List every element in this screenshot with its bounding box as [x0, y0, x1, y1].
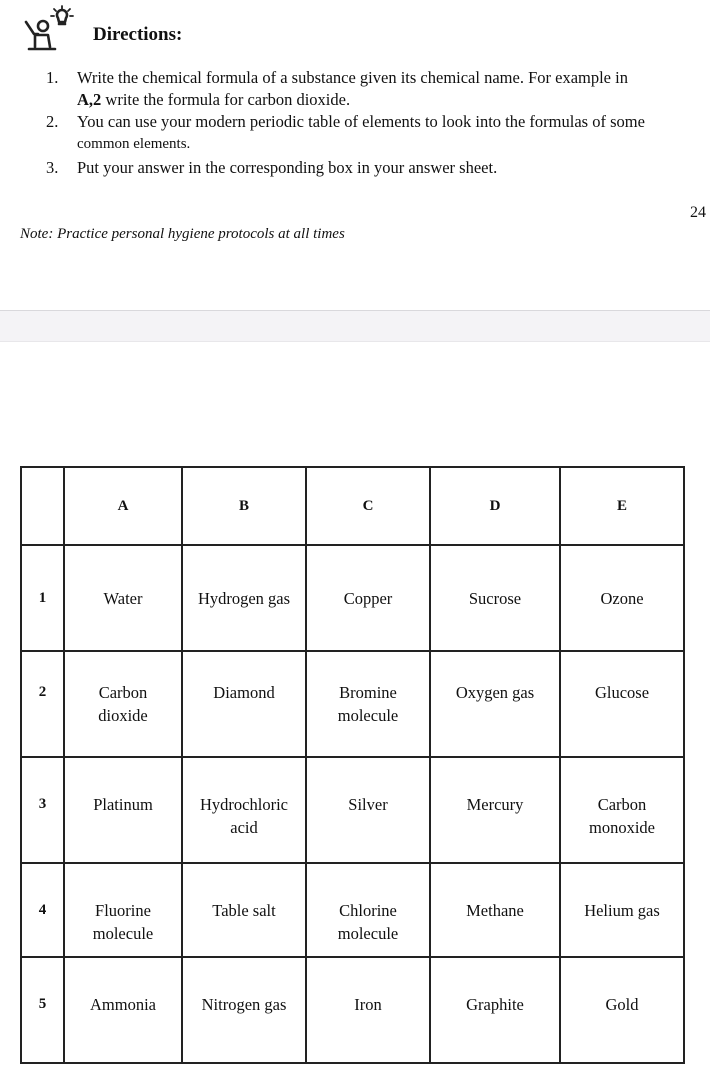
- table-cell: Table salt: [182, 863, 306, 957]
- table-cell: Methane: [430, 863, 560, 957]
- column-header: D: [430, 467, 560, 545]
- direction-item-3: 3. Put your answer in the corresponding box in your answer sheet.: [46, 158, 498, 177]
- table-row: [21, 545, 684, 651]
- table-cell: Copper: [306, 545, 430, 651]
- table-cell: Carbon dioxide: [64, 651, 182, 757]
- hygiene-note: Note: Practice personal hygiene protocols at all times: [20, 226, 345, 242]
- table-cell: Nitrogen gas: [182, 957, 306, 1063]
- table-cell: Helium gas: [560, 863, 684, 957]
- page-number: 24: [690, 204, 706, 221]
- row-label: 2: [21, 651, 64, 757]
- column-header: E: [560, 467, 684, 545]
- row-label: 3: [21, 757, 64, 863]
- table-cell: Chlorine molecule: [306, 863, 430, 957]
- table-cell: Diamond: [182, 651, 306, 757]
- direction-item-2: 2. You can use your modern periodic table of elements to look into the formulas of some common elements.: [46, 112, 645, 152]
- table-cell: Oxygen gas: [430, 651, 560, 757]
- table-cell: Platinum: [64, 757, 182, 863]
- table-cell: Ozone: [560, 545, 684, 651]
- column-header: A: [64, 467, 182, 545]
- table-row: [21, 757, 684, 863]
- table-cell: Sucrose: [430, 545, 560, 651]
- table-cell: Carbon monoxide: [560, 757, 684, 863]
- table-cell: Fluorine molecule: [64, 863, 182, 957]
- student-raising-hand-with-lightbulb-icon: [22, 4, 78, 52]
- table-header-row: [21, 467, 684, 545]
- table-row: [21, 957, 684, 1063]
- chemical-names-table: [20, 466, 685, 1064]
- table-row: [21, 863, 684, 957]
- table-cell: Mercury: [430, 757, 560, 863]
- table-cell: Graphite: [430, 957, 560, 1063]
- table-cell: Ammonia: [64, 957, 182, 1063]
- table-cell: Iron: [306, 957, 430, 1063]
- table-row: [21, 651, 684, 757]
- table-cell: Hydrogen gas: [182, 545, 306, 651]
- column-header: B: [182, 467, 306, 545]
- page-separator: [0, 310, 710, 342]
- table-cell: Hydrochloric acid: [182, 757, 306, 863]
- table-cell: Bromine molecule: [306, 651, 430, 757]
- directions-heading: Directions:: [93, 24, 183, 45]
- corner-cell: [21, 467, 64, 545]
- row-label: 5: [21, 957, 64, 1063]
- row-label: 1: [21, 545, 64, 651]
- table-cell: Glucose: [560, 651, 684, 757]
- column-header: C: [306, 467, 430, 545]
- direction-item-1: 1. Write the chemical formula of a substance given its chemical name. For example in A,2 write the formula for carbon dioxide.: [46, 68, 628, 109]
- table-cell: Silver: [306, 757, 430, 863]
- table-cell: Gold: [560, 957, 684, 1063]
- directions-list: [46, 67, 710, 179]
- row-label: 4: [21, 863, 64, 957]
- table-cell: Water: [64, 545, 182, 651]
